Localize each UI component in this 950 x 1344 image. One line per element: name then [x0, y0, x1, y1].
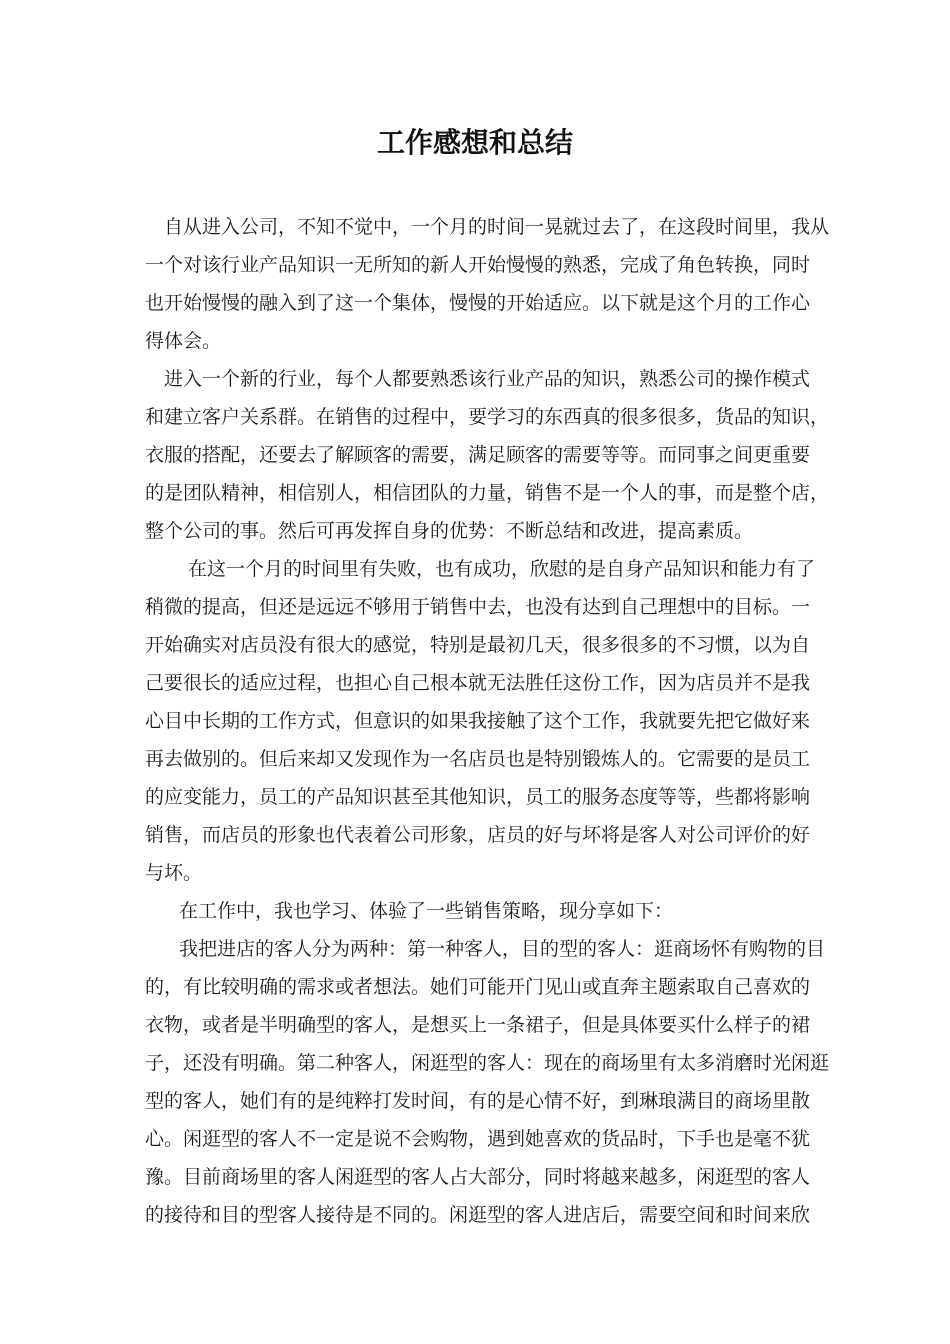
text-line: 也开始慢慢的融入到了这一个集体，慢慢的开始适应。以下就是这个月的工作心 [145, 292, 811, 314]
text-line: 衣服的搭配，还要去了解顾客的需要，满足顾客的需要等等。而同事之间更重要 [145, 444, 811, 466]
document-title: 工作感想和总结 [376, 126, 573, 159]
text-line: 我把进店的客人分为两种：第一种客人，目的型的客人：逛商场怀有购物的目 [179, 938, 826, 960]
text-line: 进入一个新的行业，每个人都要熟悉该行业产品的知识，熟悉公司的操作模式 [164, 368, 811, 390]
text-line: 得体会。 [145, 330, 222, 352]
text-line: 型的客人，她们有的是纯粹打发时间，有的是心情不好，到琳琅满目的商场里散 [145, 1090, 811, 1112]
text-line: 再去做别的。但后来却又发现作为一名店员也是特别锻炼人的。它需要的是员工 [145, 748, 811, 770]
text-line: 的，有比较明确的需求或者想法。她们可能开门见山或直奔主题索取自己喜欢的 [145, 976, 811, 998]
text-line: 衣物，或者是半明确型的客人，是想买上一条裙子，但是具体要买什么样子的裙 [145, 1014, 811, 1036]
document-body [145, 208, 830, 1234]
paragraph-intro [145, 208, 830, 360]
text-line: 和建立客户关系群。在销售的过程中，要学习的东西真的很多很多，货品的知识， [145, 406, 830, 428]
text-line: 开始确实对店员没有很大的感觉，特别是最初几天，很多很多的不习惯，以为自 [145, 634, 811, 656]
paragraph-customer-types [145, 930, 830, 1234]
text-line: 稍微的提高，但还是远远不够用于销售中去，也没有达到自己理想中的目标。一 [145, 596, 811, 618]
text-line: 心目中长期的工作方式，但意识的如果我接触了这个工作，我就要先把它做好来 [145, 710, 811, 732]
text-line: 己要很长的适应过程，也担心自己根本就无法胜任这份工作，因为店员并不是我 [145, 672, 811, 694]
text-line: 心。闲逛型的客人不一定是说不会购物，遇到她喜欢的货品时，下手也是毫不犹 [145, 1128, 811, 1150]
paragraph-strategy-intro [145, 892, 807, 930]
text-line: 整个公司的事。然后可再发挥自身的优势：不断总结和改进，提高素质。 [145, 520, 754, 542]
text-line: 一个对该行业产品知识一无所知的新人开始慢慢的熟悉，完成了角色转换，同时 [145, 254, 811, 276]
text-line: 的是团队精神，相信别人，相信团队的力量，销售不是一个人的事，而是整个店， [145, 482, 830, 504]
text-line: 在这一个月的时间里有失败，也有成功，欣慰的是自身产品知识和能力有了 [188, 558, 816, 580]
paragraph-reflection [145, 550, 816, 892]
text-line: 的接待和目的型客人接待是不同的。闲逛型的客人进店后，需要空间和时间来欣 [145, 1204, 811, 1226]
paragraph-new-industry [145, 360, 830, 550]
text-line: 的应变能力，员工的产品知识甚至其他知识，员工的服务态度等等，些都将影响 [145, 786, 811, 808]
text-line: 豫。目前商场里的客人闲逛型的客人占大部分，同时将越来越多，闲逛型的客人 [145, 1166, 811, 1188]
text-line: 子，还没有明确。第二种客人，闲逛型的客人：现在的商场里有太多消磨时光闲逛 [145, 1052, 830, 1074]
text-line: 自从进入公司，不知不觉中，一个月的时间一晃就过去了，在这段时间里，我从 [164, 216, 830, 238]
text-line: 销售，而店员的形象也代表着公司形象，店员的好与坏将是客人对公司评价的好 [145, 824, 811, 846]
text-line: 在工作中，我也学习、体验了一些销售策略，现分享如下： [179, 900, 674, 922]
text-line: 与坏。 [145, 862, 203, 884]
